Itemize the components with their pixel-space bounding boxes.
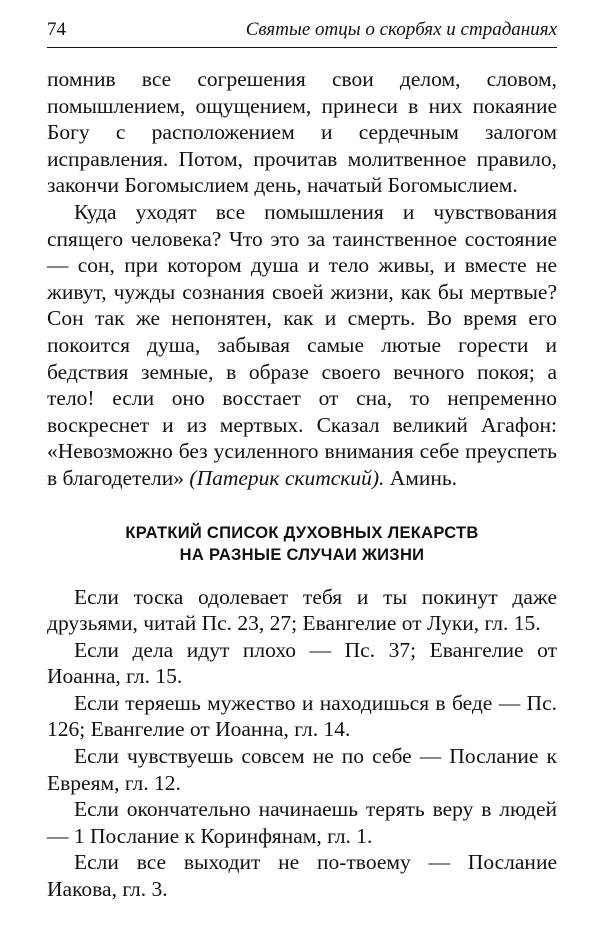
book-page — [47, 18, 557, 903]
paragraph-continuation: помнив все согрешения свои делом, словом, помышлением, ощущением, принеси в них покаяние Богу с расположением и сердечным залогом исправления. Потом, прочитав молитвенное правило, закончи Богомыслием день, начатый Богомыслием. — [47, 67, 557, 198]
paragraph-sleep-text: Куда уходят все помышления и чувствования спящего человека? Что это за таинственное состояние — сон, при котором душа и тело живы, и вместе не живут, чужды сознания своей жизни, как бы мертвые? Сон так же непонятен, как и смерть. Во время его покоится душа, забывая самые лютые горести и бедствия земные, в образе своего вечного покоя; а тело! если оно восстает от сна, то непременно воскреснет и из мертвых. Сказал великий Агафон: «Невозможно без усиленного внимания себе преуспеть в благодетели» — [47, 199, 557, 490]
running-title: Святые отцы о скорбях и страданиях — [245, 19, 557, 40]
list-item: Если тоска одолевает тебя и ты покинут даже друзьями, читай Пс. 23, 27; Евангелие от Луки, гл. 15. — [47, 584, 557, 636]
paragraph-sleep — [47, 199, 557, 492]
body-text — [47, 66, 557, 492]
section-title-line-2: НА РАЗНЫЕ СЛУЧАИ ЖИЗНИ — [179, 545, 425, 564]
paragraph-sleep-ending: Аминь. — [384, 465, 458, 490]
list-item: Если дела идут плохо — Пс. 37; Евангелие от Иоанна, гл. 15. — [47, 637, 557, 689]
list-item: Если чувствуешь совсем не по себе — Послание к Евреям, гл. 12. — [47, 744, 557, 795]
list-item: Если теряешь мужество и находишься в беде — Пс. 126; Евангелие от Иоанна, гл. 14. — [47, 690, 557, 742]
running-head — [47, 18, 557, 48]
section-title-line-1: КРАТКИЙ СПИСОК ДУХОВНЫХ ЛЕКАРСТВ — [125, 523, 479, 542]
remedies-list — [47, 584, 557, 903]
page-number: 74 — [47, 19, 66, 40]
source-reference: (Патерик скитский). — [189, 465, 385, 490]
list-item: Если все выходит не по-твоему — Послание Иакова, гл. 3. — [47, 850, 557, 902]
section-title — [47, 522, 557, 566]
list-item: Если окончательно начинаешь терять веру в людей — 1 Послание к Коринфянам, гл. 1. — [47, 797, 557, 848]
